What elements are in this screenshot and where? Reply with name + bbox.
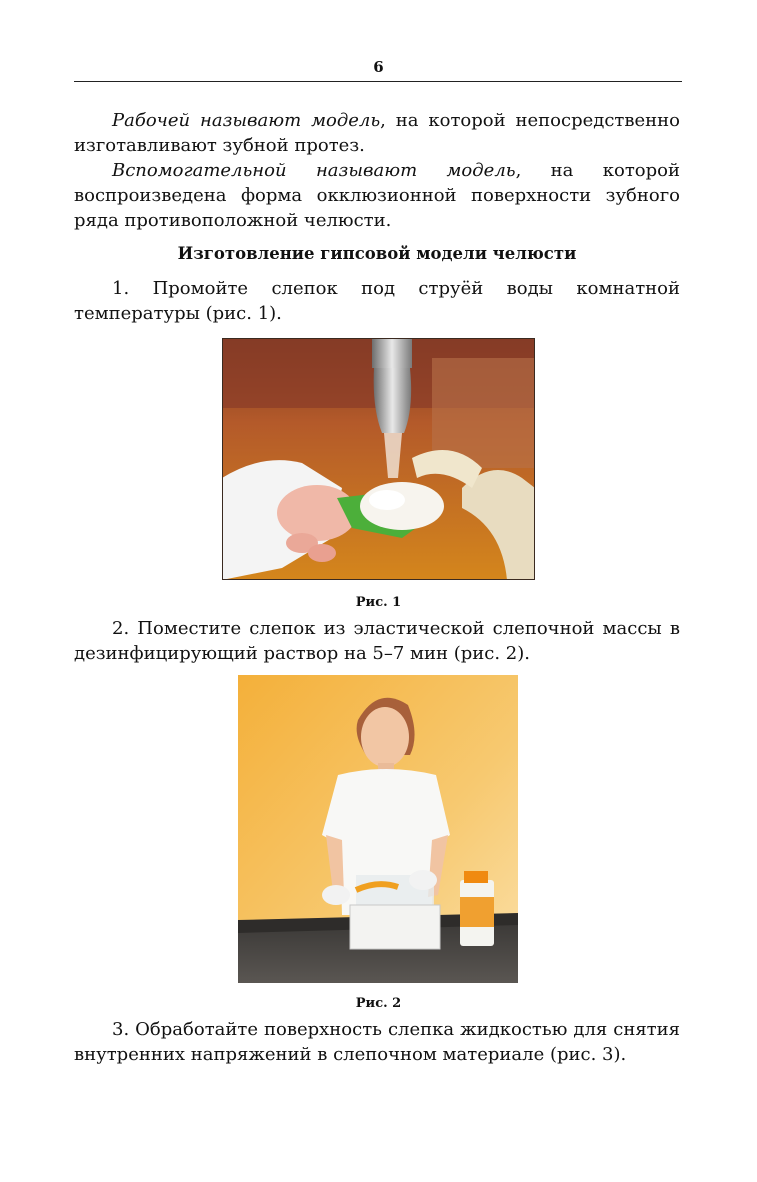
step-2-text: 2. Поместите слепок из эластической слепочной массы в дезинфицирующий раствор на 5–7 мин (рис. 2). bbox=[74, 618, 680, 664]
paragraph-auxiliary-model-text: , на которой воспроизведена форма окклюзионной поверхности зубного ряда противоположной челюсти. bbox=[74, 160, 680, 231]
figure-1-caption: Рис. 1 bbox=[355, 595, 402, 610]
figure-1-image bbox=[222, 338, 535, 580]
step-3-text: 3. Обработайте поверхность слепка жидкостью для снятия внутренних напряжений в слепочном материале (рис. 3). bbox=[74, 1019, 680, 1065]
figure-2-image bbox=[238, 675, 518, 983]
term-working-model: Рабочей называют модель bbox=[112, 110, 381, 131]
figure-2-illustration bbox=[238, 675, 518, 983]
paragraph-working-model bbox=[74, 108, 680, 158]
step-1-text: 1. Промойте слепок под струёй воды комнатной температуры (рис. 1). bbox=[74, 278, 680, 324]
header-rule bbox=[74, 81, 682, 82]
paragraph-auxiliary-model bbox=[74, 158, 680, 233]
page-number: 6 bbox=[373, 58, 384, 76]
figure-2-caption: Рис. 2 bbox=[355, 996, 402, 1011]
term-auxiliary-model: Вспомогательной называют модель bbox=[112, 160, 516, 181]
figure-1-illustration bbox=[222, 338, 535, 580]
paragraph-working-model-text: , на которой непосредственно изготавливают зубной протез. bbox=[74, 110, 680, 156]
section-heading: Изготовление гипсовой модели челюсти bbox=[177, 244, 577, 263]
